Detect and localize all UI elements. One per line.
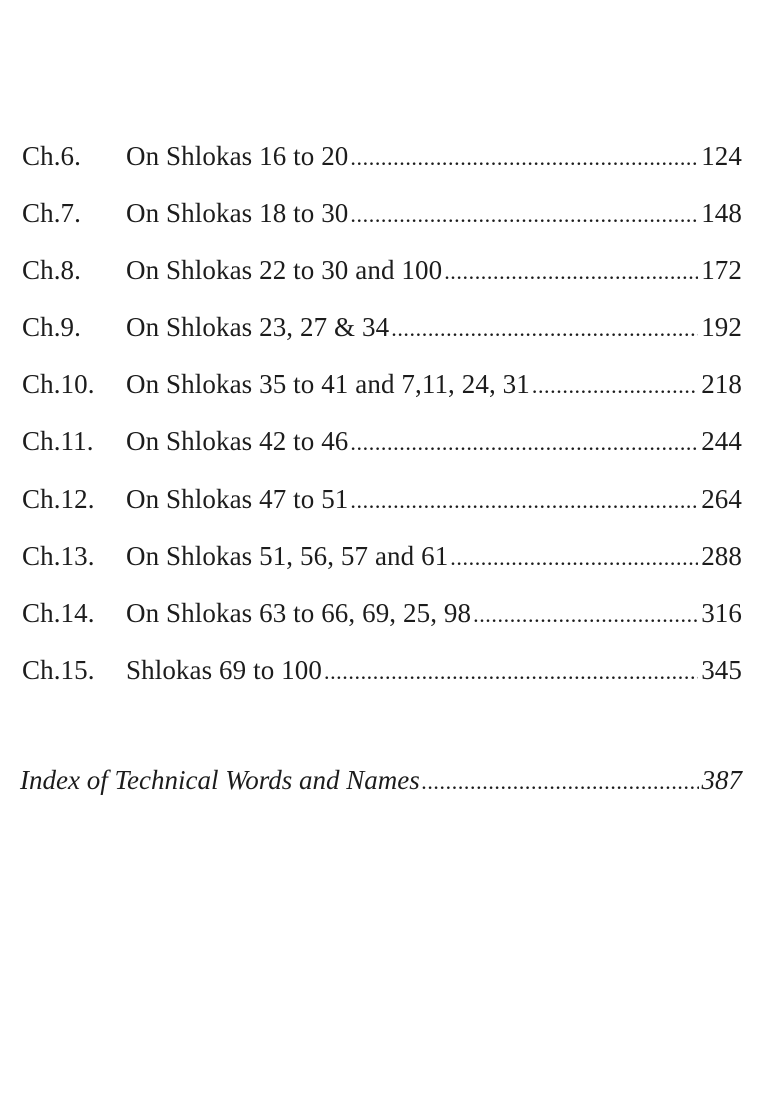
chapter-number: Ch.6. — [22, 141, 82, 171]
dot-leader — [324, 652, 698, 692]
page-number: 288 — [701, 540, 742, 571]
toc-entry[interactable] — [22, 250, 742, 307]
toc-entry[interactable] — [22, 307, 742, 364]
page-number: 387 — [701, 765, 742, 795]
chapter-number: Ch.9. — [22, 312, 82, 343]
toc-entry[interactable] — [22, 650, 742, 707]
chapter-number: Ch.14. — [22, 597, 95, 628]
chapter-title: Shlokas 69 to 100 — [126, 654, 322, 685]
toc-entry[interactable] — [22, 193, 742, 250]
toc-entry[interactable] — [22, 364, 742, 421]
chapter-title: On Shlokas 22 to 30 and 100 — [126, 255, 443, 286]
toc-entry[interactable] — [22, 136, 742, 193]
page-number: 345 — [701, 654, 742, 685]
dot-leader — [444, 252, 698, 292]
chapter-title: On Shlokas 42 to 46 — [126, 426, 349, 457]
dot-leader — [391, 309, 698, 349]
chapter-title: On Shlokas 47 to 51 — [126, 483, 349, 514]
dot-leader — [532, 366, 698, 406]
page-number: 316 — [701, 597, 742, 628]
table-of-contents — [22, 136, 742, 707]
page-number: 264 — [701, 483, 742, 514]
chapter-number: Ch.10. — [22, 369, 95, 400]
chapter-number: Ch.8. — [22, 255, 82, 286]
dot-leader — [350, 423, 698, 463]
dot-leader — [350, 481, 698, 521]
page-number: 148 — [701, 198, 742, 229]
chapter-number: Ch.13. — [22, 540, 95, 571]
dot-leader — [473, 595, 698, 635]
chapter-number: Ch.11. — [22, 426, 94, 457]
page-number: 218 — [701, 369, 742, 400]
dot-leader — [450, 538, 698, 578]
dot-leader — [350, 138, 698, 178]
toc-entry[interactable] — [22, 593, 742, 650]
chapter-number: Ch.12. — [22, 483, 95, 514]
chapter-title: On Shlokas 63 to 66, 69, 25, 98 — [126, 597, 472, 628]
chapter-number: Ch.7. — [22, 198, 82, 229]
chapter-title: On Shlokas 18 to 30 — [126, 198, 349, 229]
index-entry[interactable] — [20, 760, 742, 802]
page-number: 192 — [701, 312, 742, 343]
toc-entry[interactable] — [22, 479, 742, 536]
page-number: 124 — [701, 141, 742, 171]
page-number: 244 — [701, 426, 742, 457]
chapter-title: On Shlokas 16 to 20 — [126, 141, 349, 171]
chapter-number: Ch.15. — [22, 654, 95, 685]
chapter-title: On Shlokas 35 to 41 and 7,11, 24, 31 — [126, 369, 530, 400]
chapter-title: On Shlokas 51, 56, 57 and 61 — [126, 540, 449, 571]
dot-leader — [422, 762, 699, 802]
toc-entry[interactable] — [22, 536, 742, 593]
chapter-title: On Shlokas 23, 27 & 34 — [126, 312, 390, 343]
dot-leader — [350, 195, 698, 235]
toc-entry[interactable] — [22, 421, 742, 478]
page-number: 172 — [701, 255, 742, 286]
index-title: Index of Technical Words and Names — [20, 765, 420, 795]
